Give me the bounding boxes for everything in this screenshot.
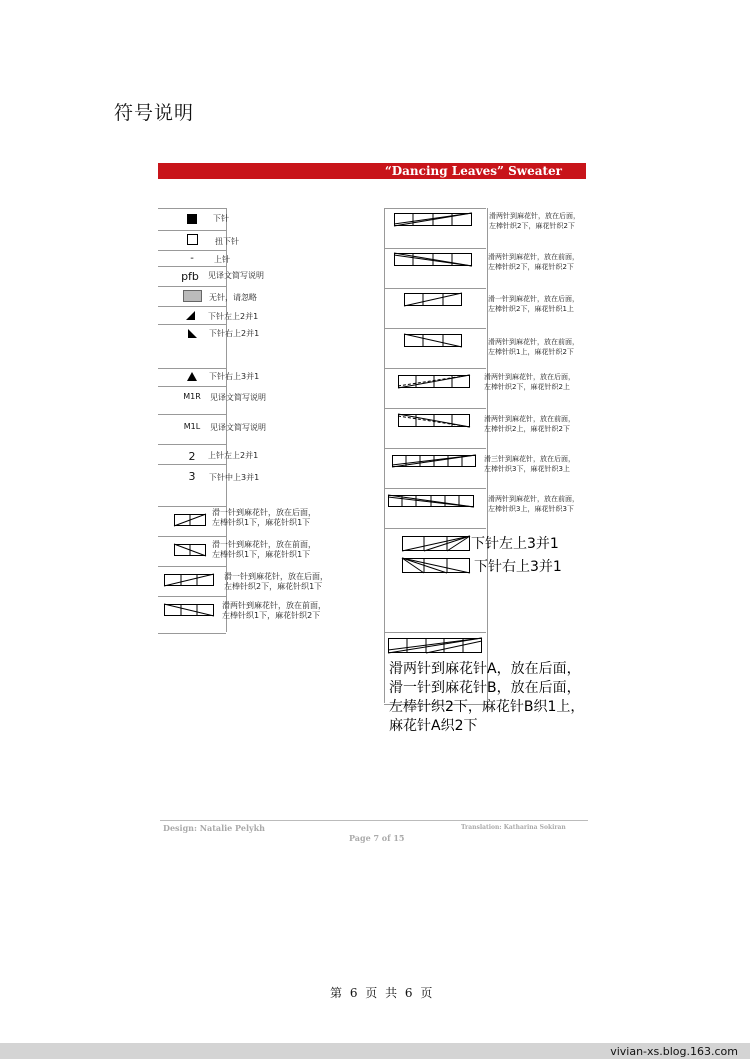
cable-1-1-front-icon: [174, 544, 206, 556]
cable-text: 滑一针到麻花针，放在后面， 左棒针织2下，麻花针织1上: [488, 295, 579, 313]
legend-row: [384, 408, 486, 449]
dec-right-3-icon: [402, 558, 470, 573]
footer-translation: Translation: Katharina Sokiran: [461, 824, 566, 831]
legend-label: 下针: [213, 214, 229, 223]
legend-label: 见译文简写说明: [210, 393, 266, 402]
page-title: 符号说明: [114, 102, 195, 124]
cable-text: 滑两针到麻花针，放在前面， 左棒针织2上，麻花针织2下: [484, 415, 575, 433]
cable-text: 滑三针到麻花针，放在后面， 左棒针织3下，麻花针织3上: [484, 455, 575, 473]
m1l-symbol: M1L: [183, 422, 201, 431]
cable-3-3p-back-icon: [392, 455, 476, 467]
legend-label: 下针右上3并1: [209, 372, 260, 381]
legend-row: [158, 596, 226, 634]
legend-label: 上针: [214, 255, 230, 264]
legend-label: 上针左上2并1: [208, 451, 259, 460]
legend-row: [384, 488, 486, 529]
legend-label: 无针，请忽略: [209, 293, 257, 302]
cdd-symbol: 3: [188, 470, 196, 483]
cable-text: 滑一针到麻花针，放在后面， 左棒针织2下，麻花针织1下: [224, 572, 328, 591]
legend-label: 下针左上2并1: [208, 312, 259, 321]
final-note: 滑两针到麻花针A，放在后面， 滑一针到麻花针B，放在后面， 左棒针织2下，麻花针B织1上， 麻花针A织2下: [389, 661, 585, 734]
purl-symbol: -: [190, 253, 194, 264]
dec-left-label: 下针左上3并1: [471, 536, 559, 552]
cable-2-2p-back-icon: [398, 375, 470, 388]
cable-2-1-front-icon: [164, 604, 214, 616]
footer-design: Design: Natalie Pelykh: [163, 823, 265, 833]
footer-rule: [160, 820, 588, 821]
cable-text: 滑一针到麻花针，放在后面， 左棒针织1下，麻花针织1下: [212, 508, 316, 527]
cable-complex-icon: [388, 638, 482, 653]
page-counter: 第 6 页 共 6 页: [330, 986, 435, 1000]
legend-label: 见译文简写说明: [208, 271, 264, 280]
legend-row: [384, 448, 486, 489]
cable-2-2-front-icon: [394, 253, 472, 266]
legend-row: [158, 464, 226, 507]
legend-label: 下针右上2并1: [209, 329, 260, 338]
dec-right-label: 下针右上3并1: [474, 559, 562, 575]
legend-row: [384, 248, 486, 289]
legend-label: 见译文简写说明: [210, 423, 266, 432]
cable-text: 滑两针到麻花针，放在前面， 左棒针织3上，麻花针织3下: [488, 495, 579, 513]
legend-row: [158, 566, 226, 597]
legend-label: 下针中上3并1: [209, 473, 260, 482]
cable-text: 滑两针到麻花针，放在后面， 左棒针织2下，麻花针织2下: [489, 212, 580, 230]
dec-left-3-icon: [402, 536, 470, 551]
pattern-banner: “Dancing Leaves” Sweater: [158, 163, 586, 179]
cable-text: 滑两针到麻花针，放在前面， 左棒针织1下，麻花针织2下: [222, 601, 326, 620]
cable-text: 滑两针到麻花针，放在前面， 左棒针织1上，麻花针织2下: [488, 338, 579, 356]
cable-2-2-back-icon: [394, 213, 472, 226]
cable-3-3p-front-icon: [388, 495, 474, 507]
cable-1-1-back-icon: [174, 514, 206, 526]
watermark: vivian-xs.blog.163.com: [610, 1045, 738, 1058]
pfb-symbol: pfb: [181, 270, 199, 283]
legend-row: [384, 208, 486, 249]
legend-row: [384, 288, 486, 329]
sk2p-icon: [187, 372, 197, 381]
footer-page: Page 7 of 15: [349, 833, 405, 843]
legend-label: 扭下针: [215, 237, 239, 246]
cable-2-1p-front-icon: [404, 334, 462, 347]
legend-row: [384, 368, 486, 409]
cable-2-1-back-icon: [164, 574, 214, 586]
p2tog-symbol: 2: [188, 450, 196, 463]
legend-row: [384, 328, 486, 369]
m1r-symbol: M1R: [183, 392, 201, 401]
cable-text: 滑一针到麻花针，放在前面， 左棒针织1下，麻花针织1下: [212, 540, 316, 559]
k2tog-left-icon: [186, 311, 196, 320]
cable-text: 滑两针到麻花针，放在前面， 左棒针织2下，麻花针织2下: [488, 253, 579, 271]
cable-2-1p-back-icon: [404, 293, 462, 306]
cable-2-2p-front-icon: [398, 414, 470, 427]
cable-text: 滑两针到麻花针，放在后面， 左棒针织2下，麻花针织2上: [484, 373, 575, 391]
ssk-right-icon: [188, 329, 198, 338]
